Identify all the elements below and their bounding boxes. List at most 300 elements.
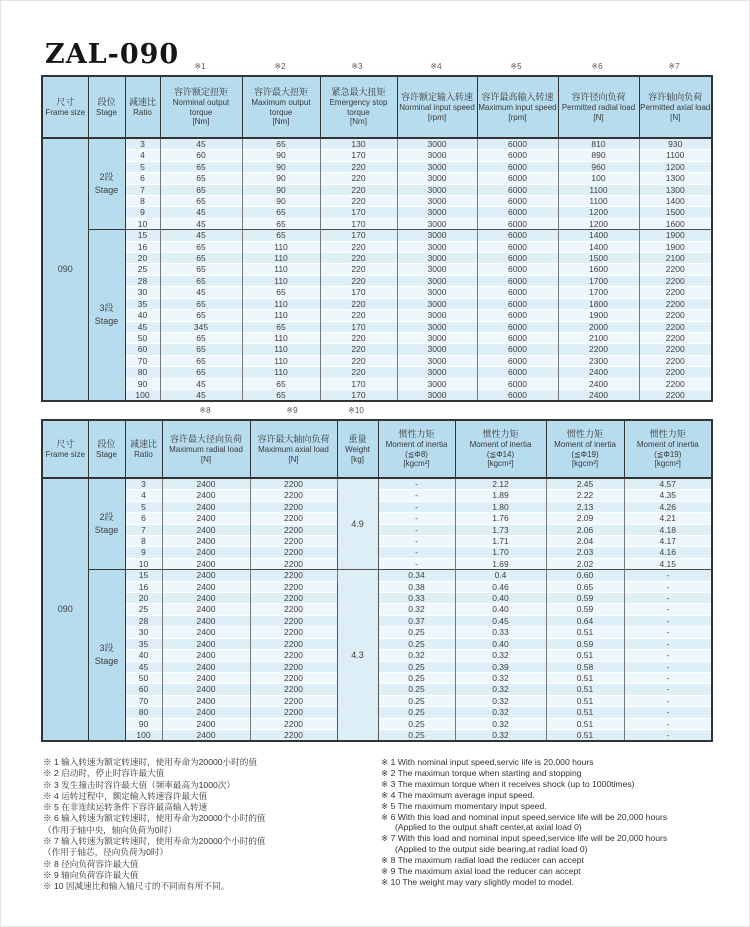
data-cell: - — [624, 650, 712, 661]
data-cell: 2200 — [250, 672, 337, 683]
data-cell: 0.34 — [378, 570, 455, 581]
data-cell: 4.18 — [624, 524, 712, 535]
footnote-line: ※ 4 The maximum average input speed. — [381, 789, 535, 800]
data-cell: 3000 — [397, 298, 477, 309]
data-cell: 0.51 — [546, 707, 624, 718]
data-cell: 4.26 — [624, 501, 712, 512]
table-row — [42, 389, 712, 401]
footnotes-english — [381, 757, 731, 888]
frame-size-cell: 090 — [42, 478, 88, 741]
data-cell: - — [624, 570, 712, 581]
ratio-cell: 90 — [125, 378, 160, 389]
data-cell: - — [624, 638, 712, 649]
data-cell: 0.64 — [546, 615, 624, 626]
footnote-line: (Applied to the output shaft center,at axial load 0) — [395, 822, 582, 833]
data-cell: 110 — [242, 332, 320, 343]
data-cell: 2200 — [250, 718, 337, 729]
data-cell: 65 — [160, 184, 242, 195]
data-cell: 2000 — [558, 321, 639, 332]
data-cell: 220 — [320, 310, 397, 321]
data-cell: 65 — [160, 264, 242, 275]
footnotes-chinese — [43, 757, 379, 893]
data-cell: 6000 — [477, 207, 558, 218]
data-cell: 2200 — [250, 627, 337, 638]
data-cell: 65 — [242, 378, 320, 389]
table1-header — [42, 76, 712, 138]
ratio-cell: 15 — [125, 230, 160, 241]
data-cell: 3000 — [397, 218, 477, 229]
ratio-cell: 45 — [125, 661, 162, 672]
footnote-line: ※ 8 径向负荷容许最大值 — [43, 858, 139, 869]
data-cell: 0.51 — [546, 650, 624, 661]
data-cell: 2.06 — [546, 524, 624, 535]
ratio-cell: 50 — [125, 672, 162, 683]
table-row — [42, 150, 712, 161]
ratio-cell: 6 — [125, 513, 162, 524]
data-cell: 1300 — [639, 184, 712, 195]
ratio-cell: 16 — [125, 581, 162, 592]
weight-cell: 4.9 — [337, 478, 378, 570]
table-row — [42, 344, 712, 355]
data-cell: 220 — [320, 196, 397, 207]
data-cell: 1900 — [639, 241, 712, 252]
data-cell: 6000 — [477, 275, 558, 286]
data-cell: 2200 — [250, 638, 337, 649]
data-cell: 2200 — [250, 593, 337, 604]
data-cell: 0.51 — [546, 684, 624, 695]
footnote-line: ※ 7 With this load and nominal input speed,service life will be 20,000 hours — [381, 833, 668, 844]
data-cell: 1100 — [558, 196, 639, 207]
data-cell: 2200 — [639, 367, 712, 378]
table-row — [42, 241, 712, 252]
data-cell: 1200 — [639, 161, 712, 172]
data-cell: 0.32 — [455, 650, 546, 661]
data-cell: 2400 — [162, 570, 250, 581]
data-cell: 3000 — [397, 344, 477, 355]
data-cell: 345 — [160, 321, 242, 332]
data-cell: 0.51 — [546, 729, 624, 741]
data-cell: 65 — [160, 298, 242, 309]
data-cell: 2400 — [162, 547, 250, 558]
ratio-cell: 9 — [125, 207, 160, 218]
data-cell: 0.40 — [455, 593, 546, 604]
data-cell: 6000 — [477, 196, 558, 207]
footnote-line: ※ 1 With nominal input speed,servic life is 20,000 hours — [381, 757, 594, 767]
data-cell: 3000 — [397, 184, 477, 195]
data-cell: 2400 — [162, 513, 250, 524]
col-header-inertia-phi8: 惯性力矩 Moment of inertia (≦Φ8) [kgcm²] — [378, 420, 455, 478]
data-cell: 2200 — [250, 490, 337, 501]
data-cell: 0.51 — [546, 695, 624, 706]
table-row — [42, 298, 712, 309]
data-cell: 6000 — [477, 241, 558, 252]
table-row — [42, 378, 712, 389]
data-cell: 0.32 — [455, 684, 546, 695]
data-cell: 1.89 — [455, 490, 546, 501]
data-cell: 2400 — [162, 478, 250, 490]
data-cell: 90 — [242, 150, 320, 161]
data-cell: 0.37 — [378, 615, 455, 626]
data-cell: 2200 — [250, 615, 337, 626]
table-row — [42, 138, 712, 150]
data-cell: 1100 — [639, 150, 712, 161]
data-cell: 2200 — [558, 344, 639, 355]
data-cell: 2200 — [250, 478, 337, 490]
ratio-cell: 7 — [125, 184, 160, 195]
table-row — [42, 332, 712, 343]
table-row — [42, 253, 712, 264]
ratio-cell: 70 — [125, 355, 160, 366]
data-cell: 2400 — [162, 524, 250, 535]
data-cell: 130 — [320, 138, 397, 150]
data-cell: 65 — [160, 161, 242, 172]
data-cell: 0.58 — [546, 661, 624, 672]
data-cell: 220 — [320, 161, 397, 172]
data-cell: 60 — [160, 150, 242, 161]
ratio-cell: 80 — [125, 707, 162, 718]
ref-mark-9: ※9 — [286, 406, 298, 415]
data-cell: 6000 — [477, 264, 558, 275]
data-cell: 0.39 — [455, 661, 546, 672]
data-cell: 110 — [242, 264, 320, 275]
data-cell: 6000 — [477, 344, 558, 355]
data-cell: 2200 — [250, 684, 337, 695]
data-cell: 4.35 — [624, 490, 712, 501]
ratio-cell: 80 — [125, 367, 160, 378]
data-cell: 2200 — [639, 287, 712, 298]
data-cell: 2.22 — [546, 490, 624, 501]
data-cell: 0.46 — [455, 581, 546, 592]
data-cell: 3000 — [397, 207, 477, 218]
data-cell: 2400 — [558, 378, 639, 389]
stage-cell: 3段 Stage — [88, 570, 125, 742]
data-cell: 0.33 — [455, 627, 546, 638]
data-cell: 3000 — [397, 196, 477, 207]
data-cell: 220 — [320, 298, 397, 309]
ratio-cell: 6 — [125, 173, 160, 184]
ref-mark-7: ※7 — [668, 62, 680, 71]
table-row — [42, 196, 712, 207]
footnote-line: ※ 5 在非连续运转条件下容许最高输入转速 — [43, 802, 208, 813]
data-cell: 170 — [320, 207, 397, 218]
col-header-max-axial-load: 容许最大轴向负荷 Maximum axial load [N] — [250, 420, 337, 478]
data-cell: 2400 — [162, 661, 250, 672]
data-cell: 1600 — [558, 264, 639, 275]
data-cell: 170 — [320, 321, 397, 332]
footnote-line: ※ 3 发生撞击时容许最大值（频率最高为1000次） — [43, 779, 235, 790]
data-cell: 4.16 — [624, 547, 712, 558]
col-header-permitted-axial-load: 容许轴向负荷 Permitted axial load [N] — [639, 76, 712, 138]
data-cell: 1400 — [558, 230, 639, 241]
data-cell: 0.25 — [378, 627, 455, 638]
data-cell: 6000 — [477, 298, 558, 309]
data-cell: 90 — [242, 161, 320, 172]
data-cell: 2200 — [639, 378, 712, 389]
ratio-cell: 100 — [125, 389, 160, 401]
data-cell: 2200 — [639, 355, 712, 366]
data-cell: 65 — [160, 310, 242, 321]
ref-mark-3: ※3 — [351, 62, 363, 71]
data-cell: 1600 — [639, 218, 712, 229]
data-cell: 65 — [160, 355, 242, 366]
data-cell: 1200 — [558, 207, 639, 218]
data-cell: 1100 — [558, 184, 639, 195]
ratio-cell: 70 — [125, 695, 162, 706]
data-cell: 2400 — [162, 707, 250, 718]
data-cell: 110 — [242, 367, 320, 378]
data-cell: 2.09 — [546, 513, 624, 524]
data-cell: 3000 — [397, 264, 477, 275]
data-cell: 65 — [242, 218, 320, 229]
data-cell: 0.38 — [378, 581, 455, 592]
table-row — [42, 570, 712, 581]
data-cell: 1800 — [558, 298, 639, 309]
data-cell: 170 — [320, 378, 397, 389]
data-cell: 0.60 — [546, 570, 624, 581]
ratio-cell: 35 — [125, 638, 162, 649]
data-cell: 3000 — [397, 287, 477, 298]
data-cell: - — [378, 513, 455, 524]
ratio-cell: 3 — [125, 478, 162, 490]
data-cell: 170 — [320, 287, 397, 298]
data-cell: 6000 — [477, 253, 558, 264]
table-row — [42, 173, 712, 184]
ref-mark-5: ※5 — [510, 62, 522, 71]
data-cell: 1.71 — [455, 536, 546, 547]
data-cell: 0.25 — [378, 638, 455, 649]
ref-mark-10: ※10 — [348, 406, 364, 415]
data-cell: 2200 — [639, 298, 712, 309]
col-header-nominal-input-speed: 容许额定输入转速 Norminal input speed [rpm] — [397, 76, 477, 138]
footnote-line: ※ 10 因减速比和输入轴尺寸的不同而有所不同。 — [43, 881, 230, 892]
data-cell: 220 — [320, 367, 397, 378]
data-cell: 2200 — [639, 389, 712, 401]
data-cell: 2200 — [250, 547, 337, 558]
ratio-cell: 90 — [125, 718, 162, 729]
ratio-cell: 9 — [125, 547, 162, 558]
table-row — [42, 184, 712, 195]
data-cell: - — [624, 707, 712, 718]
data-cell: 170 — [320, 230, 397, 241]
data-cell: 1.80 — [455, 501, 546, 512]
data-cell: 1700 — [558, 275, 639, 286]
table-row — [42, 321, 712, 332]
data-cell: 0.32 — [455, 695, 546, 706]
data-cell: 1.73 — [455, 524, 546, 535]
data-cell: 2200 — [250, 729, 337, 741]
data-cell: 3000 — [397, 230, 477, 241]
data-cell: 0.25 — [378, 672, 455, 683]
ratio-cell: 25 — [125, 604, 162, 615]
ratio-cell: 20 — [125, 593, 162, 604]
data-cell: 2400 — [558, 367, 639, 378]
data-cell: 2200 — [250, 581, 337, 592]
col-header-inertia-phi14: 惯性力矩 Moment of inertia (≦Φ14) [kgcm²] — [455, 420, 546, 478]
table-row — [42, 275, 712, 286]
data-cell: 3000 — [397, 355, 477, 366]
data-cell: 2200 — [250, 570, 337, 581]
table-row — [42, 367, 712, 378]
table-row — [42, 218, 712, 229]
data-cell: - — [378, 536, 455, 547]
ratio-cell: 20 — [125, 253, 160, 264]
ratio-cell: 25 — [125, 264, 160, 275]
data-cell: 2300 — [558, 355, 639, 366]
data-cell: 4.21 — [624, 513, 712, 524]
data-cell: 45 — [160, 287, 242, 298]
data-cell: 0.25 — [378, 729, 455, 741]
data-cell: 930 — [639, 138, 712, 150]
data-cell: 960 — [558, 161, 639, 172]
data-cell: 2200 — [250, 695, 337, 706]
data-cell: 110 — [242, 275, 320, 286]
ratio-cell: 16 — [125, 241, 160, 252]
data-cell: 2.45 — [546, 478, 624, 490]
col-header-nominal-output-torque: 容许额定扭矩 Norminal output torque [Nm] — [160, 76, 242, 138]
table-row — [42, 161, 712, 172]
data-cell: 45 — [160, 138, 242, 150]
data-cell: 0.51 — [546, 672, 624, 683]
data-cell: 1.70 — [455, 547, 546, 558]
data-cell: 1500 — [558, 253, 639, 264]
table-row — [42, 355, 712, 366]
ratio-cell: 28 — [125, 275, 160, 286]
data-cell: 1300 — [639, 173, 712, 184]
data-cell: 170 — [320, 150, 397, 161]
table-row — [42, 478, 712, 490]
data-cell: 65 — [160, 173, 242, 184]
data-cell: 110 — [242, 355, 320, 366]
ratio-cell: 4 — [125, 150, 160, 161]
data-cell: 2200 — [250, 501, 337, 512]
data-cell: 65 — [242, 389, 320, 401]
data-cell: 0.4 — [455, 570, 546, 581]
data-cell: 6000 — [477, 367, 558, 378]
data-cell: 6000 — [477, 355, 558, 366]
table2-header — [42, 420, 712, 478]
data-cell: 6000 — [477, 184, 558, 195]
footnote-line: ※ 5 The maximum momentary input speed. — [381, 800, 547, 811]
ratio-cell: 40 — [125, 310, 160, 321]
footnote-line: ※ 9 轴向负荷容许最大值 — [43, 869, 139, 880]
data-cell: - — [378, 501, 455, 512]
ratio-cell: 60 — [125, 684, 162, 695]
data-cell: 2.02 — [546, 558, 624, 569]
data-cell: 0.25 — [378, 707, 455, 718]
data-cell: 2200 — [250, 707, 337, 718]
col-header-max-output-torque: 容许最大扭矩 Maximum output torque [Nm] — [242, 76, 320, 138]
data-cell: - — [624, 695, 712, 706]
data-cell: 110 — [242, 253, 320, 264]
col-header-max-input-speed: 容许最高输入转速 Maximum input speed [rpm] — [477, 76, 558, 138]
data-cell: 0.25 — [378, 684, 455, 695]
data-cell: 2400 — [162, 627, 250, 638]
data-cell: 2400 — [162, 501, 250, 512]
ratio-cell: 7 — [125, 524, 162, 535]
stage-cell: 2段 Stage — [88, 478, 125, 570]
data-cell: 1200 — [558, 218, 639, 229]
data-cell: 2200 — [639, 332, 712, 343]
data-cell: 0.25 — [378, 718, 455, 729]
data-cell: 1.69 — [455, 558, 546, 569]
col-header-weight: 重量 Weight [kg] — [337, 420, 378, 478]
data-cell: 0.25 — [378, 661, 455, 672]
data-cell: 6000 — [477, 150, 558, 161]
data-cell: 2400 — [162, 593, 250, 604]
data-cell: 0.45 — [455, 615, 546, 626]
data-cell: 2400 — [162, 684, 250, 695]
data-cell: 3000 — [397, 253, 477, 264]
table1-ref-marks — [41, 62, 711, 74]
data-cell: 2200 — [250, 513, 337, 524]
col-header-ratio: 减速比 Ratio — [125, 420, 162, 478]
data-cell: 6000 — [477, 230, 558, 241]
data-cell: - — [624, 615, 712, 626]
table-row — [42, 207, 712, 218]
col-header-inertia-phi19-a: 惯性力矩 Moment of inertia (≦Φ19) [kgcm²] — [546, 420, 624, 478]
table-row — [42, 264, 712, 275]
ref-mark-2: ※2 — [274, 62, 286, 71]
data-cell: 2200 — [250, 558, 337, 569]
ratio-cell: 10 — [125, 218, 160, 229]
data-cell: 2400 — [162, 558, 250, 569]
col-header-stage: 段位 Stage — [88, 76, 125, 138]
footnote-line: ※ 4 运转过程中，额定输入转速容许最大值 — [43, 790, 208, 801]
ref-mark-4: ※4 — [430, 62, 442, 71]
data-cell: 2100 — [558, 332, 639, 343]
data-cell: 0.32 — [455, 718, 546, 729]
data-cell: 6000 — [477, 310, 558, 321]
data-cell: 0.32 — [378, 650, 455, 661]
data-cell: 65 — [160, 241, 242, 252]
data-cell: 3000 — [397, 275, 477, 286]
ratio-cell: 45 — [125, 321, 160, 332]
data-cell: 65 — [242, 287, 320, 298]
data-cell: 1900 — [639, 230, 712, 241]
data-cell: 3000 — [397, 173, 477, 184]
ratio-cell: 4 — [125, 490, 162, 501]
data-cell: 0.59 — [546, 604, 624, 615]
data-cell: 1400 — [558, 241, 639, 252]
ratio-cell: 100 — [125, 729, 162, 741]
frame-size-cell: 090 — [42, 138, 88, 401]
data-cell: - — [378, 547, 455, 558]
data-cell: - — [624, 627, 712, 638]
data-cell: 2200 — [250, 650, 337, 661]
data-cell: 810 — [558, 138, 639, 150]
data-cell: 2200 — [639, 275, 712, 286]
data-cell: 45 — [160, 389, 242, 401]
data-cell: 6000 — [477, 287, 558, 298]
footnote-line: （作用于轴中央，轴向负荷为0时） — [43, 824, 177, 835]
data-cell: 6000 — [477, 378, 558, 389]
data-cell: 2200 — [639, 321, 712, 332]
data-cell: 220 — [320, 355, 397, 366]
stage-cell: 2段 Stage — [88, 138, 125, 230]
data-cell: 65 — [242, 207, 320, 218]
footnote-line: ※ 1 输入转速为额定转速时，使用寿命为20000小时的值 — [43, 757, 257, 767]
data-cell: 3000 — [397, 367, 477, 378]
data-cell: 2200 — [639, 264, 712, 275]
data-cell: - — [624, 593, 712, 604]
data-cell: 2400 — [162, 650, 250, 661]
data-cell: 6000 — [477, 161, 558, 172]
ratio-cell: 30 — [125, 287, 160, 298]
data-cell: 65 — [160, 332, 242, 343]
data-cell: - — [624, 581, 712, 592]
col-header-permitted-radial-load: 容许径向负荷 Permitted radial load [N] — [558, 76, 639, 138]
data-cell: 6000 — [477, 138, 558, 150]
